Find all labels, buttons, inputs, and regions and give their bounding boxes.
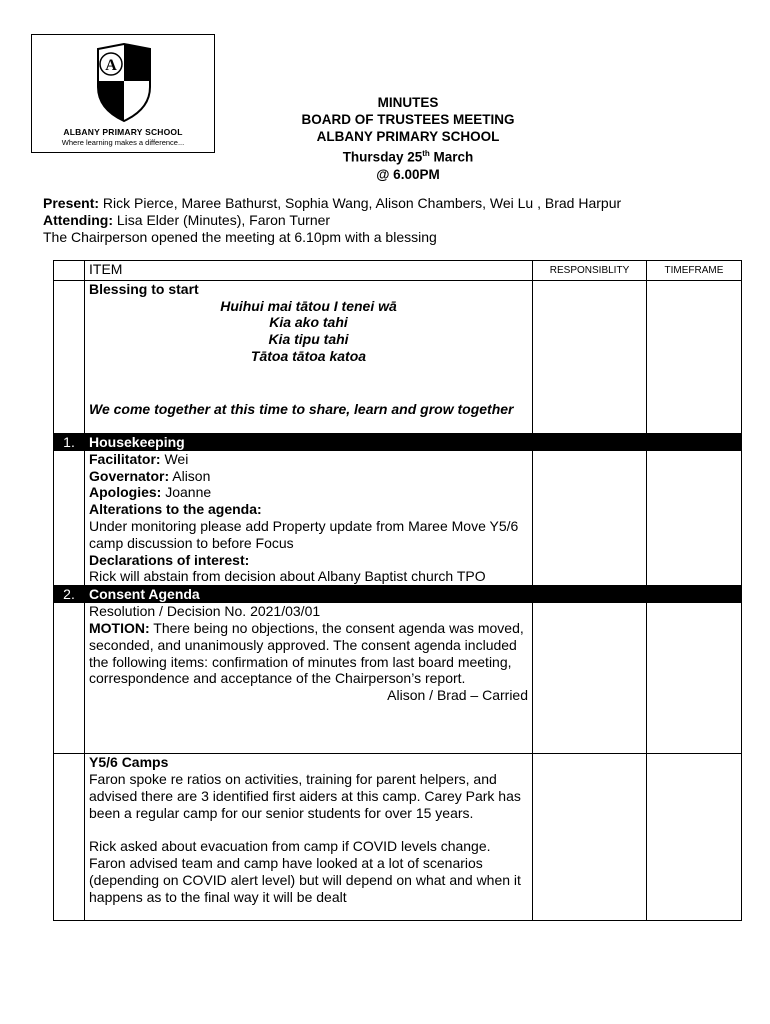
logo-school-name: ALBANY PRIMARY SCHOOL [63, 127, 183, 137]
title-school: ALBANY PRIMARY SCHOOL [316, 129, 500, 144]
motion-text: MOTION: There being no objections, the consent agenda was moved, seconded, and unanimously approved. The consent agenda included the following items: confirmation of minutes from last board meeting, correspondence and acceptance of the Chairperson’s report. [89, 619, 524, 687]
title-date: Thursday 25th March [342, 149, 474, 165]
section-header-housekeeping [54, 433, 742, 450]
camps-paragraph-1: Faron spoke re ratios on activities, training for parent helpers, and advised there are 3 identified first aiders at this camp. Carey Park has been a regular camp for our senior students for over 15 years. [89, 770, 521, 821]
camps-cell [85, 754, 533, 921]
attendance-block [43, 195, 743, 246]
opening-line: The Chairperson opened the meeting at 6.10pm with a blessing [43, 229, 437, 245]
housekeeping-cell [85, 450, 533, 585]
declarations-text: Rick will abstain from decision about Albany Baptist church TPO [89, 568, 486, 585]
alterations-heading: Alterations to the agenda: [89, 501, 262, 518]
minutes-table [53, 260, 742, 921]
section-header-consent [54, 586, 742, 603]
resolution-line: Resolution / Decision No. 2021/03/01 [89, 603, 321, 620]
svg-text:A: A [105, 57, 117, 74]
blessing-line-2: Kia ako tahi [269, 314, 348, 331]
school-crest-icon [96, 43, 152, 123]
blessing-row [54, 280, 742, 433]
section-number: 2. [54, 586, 85, 603]
blessing-line-1: Huihui mai tātou I tenei wā [220, 297, 397, 314]
housekeeping-row [54, 450, 742, 585]
logo-tagline: Where learning makes a difference... [61, 138, 185, 147]
header-number-cell [54, 261, 85, 281]
blessing-heading: Blessing to start [89, 280, 199, 297]
present-line: Present: Rick Pierce, Maree Bathurst, Sophia Wang, Alison Chambers, Wei Lu , Brad Harpur [43, 195, 622, 211]
document-title [278, 94, 538, 183]
consent-row [54, 603, 742, 754]
alterations-text: Under monitoring please add Property update from Maree Move Y5/6 camp discussion to before Focus [89, 517, 519, 551]
title-meeting: BOARD OF TRUSTEES MEETING [301, 112, 515, 127]
table-header-row [54, 261, 742, 281]
section-title: Consent Agenda [85, 586, 533, 603]
apologies-line: Apologies: Joanne [89, 484, 212, 501]
section-number: 1. [54, 433, 85, 450]
consent-cell [85, 603, 533, 754]
school-logo [31, 34, 215, 153]
carried-line: Alison / Brad – Carried [387, 687, 528, 704]
title-minutes: MINUTES [377, 95, 439, 110]
camps-heading: Y5/6 Camps [89, 754, 169, 771]
blessing-english: We come together at this time to share, learn and grow together [89, 400, 514, 417]
camps-paragraph-2: Rick asked about evacuation from camp if COVID levels change. Faron advised team and camp have looked at a lot of scenarios (depending on COVID alert level) but will depend on what and when it happens as to the final way it will be dealt [89, 838, 521, 905]
camps-row [54, 754, 742, 921]
title-time: @ 6.00PM [376, 166, 440, 182]
header-responsibility: RESPONSIBLITY [533, 261, 647, 281]
declarations-heading: Declarations of interest: [89, 551, 250, 568]
header-timeframe: TIMEFRAME [647, 261, 742, 281]
header-item: ITEM [85, 261, 533, 281]
governator-line: Governator: Alison [89, 467, 211, 484]
blessing-cell [85, 280, 533, 433]
facilitator-line: Facilitator: Wei [89, 450, 189, 467]
blessing-line-3: Kia tipu tahi [268, 331, 349, 348]
attending-line: Attending: Lisa Elder (Minutes), Faron Turner [43, 212, 331, 228]
section-title: Housekeeping [85, 433, 533, 450]
blessing-line-4: Tātoa tātoa katoa [250, 347, 367, 364]
